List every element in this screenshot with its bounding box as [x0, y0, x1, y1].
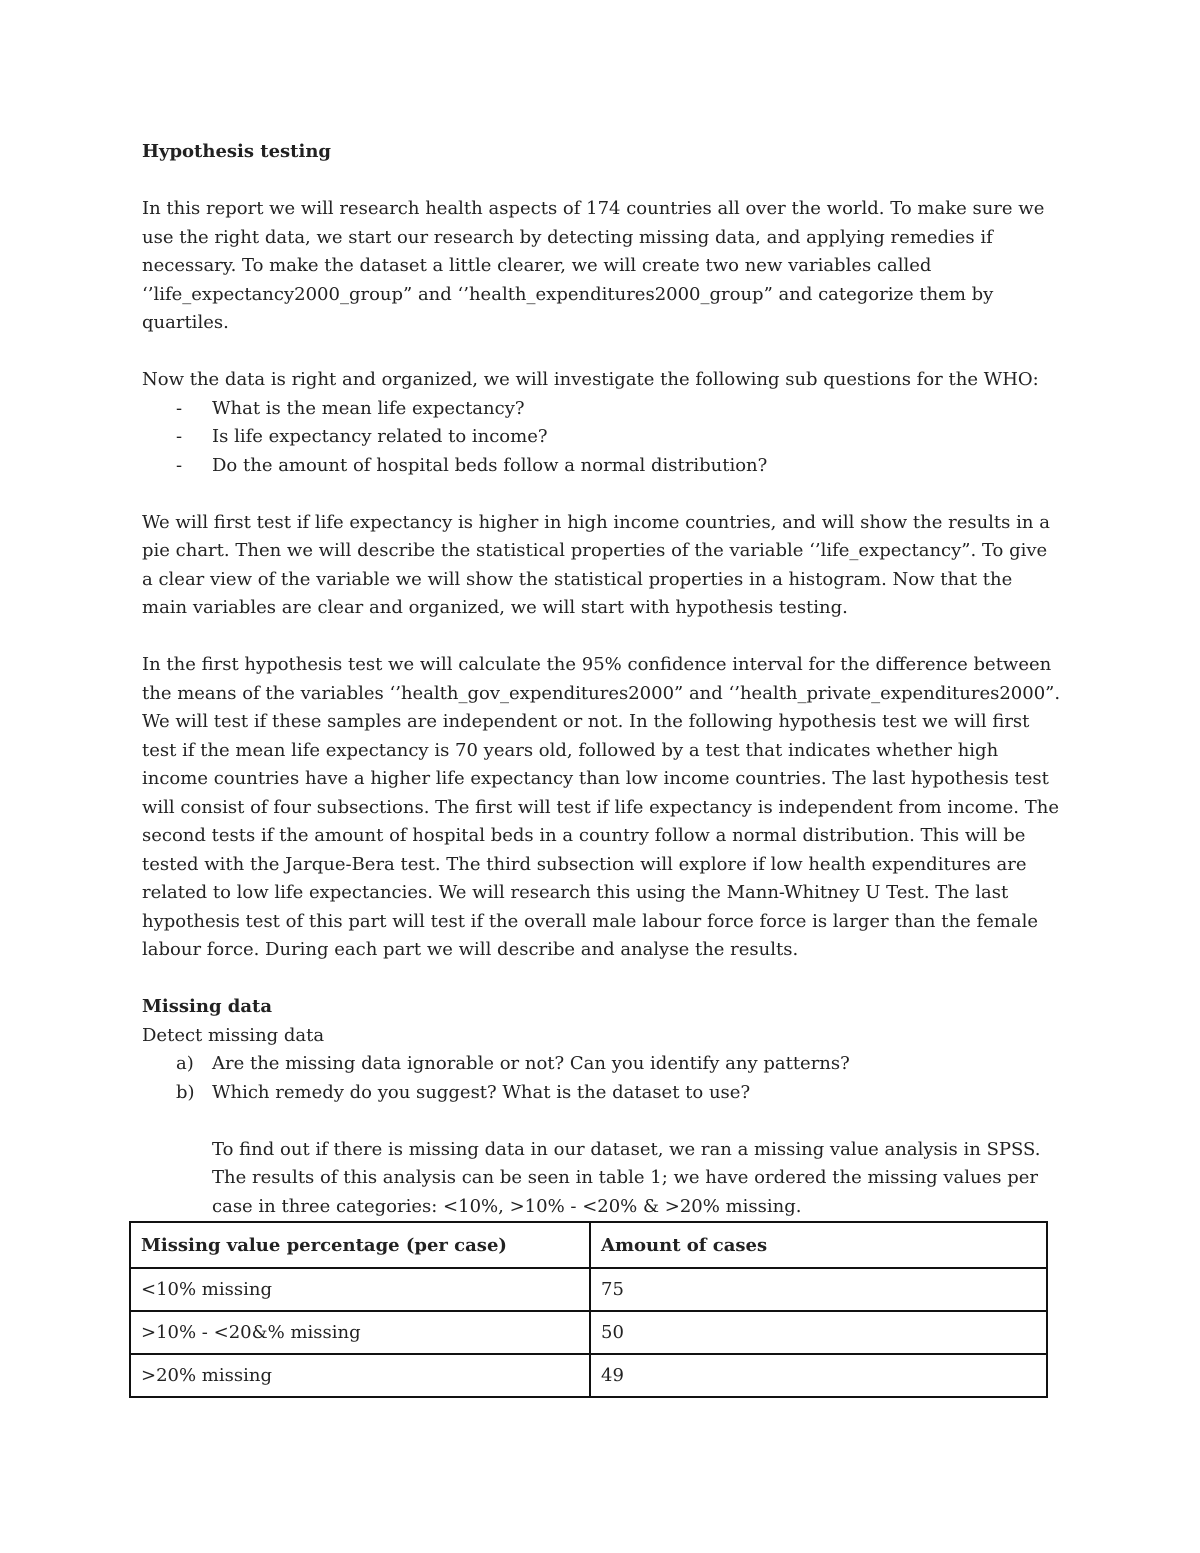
- table-row: [130, 1268, 1047, 1311]
- table-cell-category: >20% missing: [130, 1354, 590, 1397]
- intro-paragraph: In this report we will research health aspects of 174 countries all over the world. To make sure we use the right data, we start our research by detecting missing data, and applying remedies if necessary. To make the dataset a little clearer, we will create two new variables called ‘’life_expectancy2000_group” and ‘’health_expenditures2000_group” and categorize them by quartiles.: [142, 198, 1045, 333]
- hypothesis-paragraph: In the first hypothesis test we will calculate the 95% confidence interval for the difference between the means of the variables ‘’health_gov_expenditures2000” and ‘’health_private_expenditures2000”. We will test if these samples are independent or not. In the following hypothesis test we will first test if the mean life expectancy is 70 years old, followed by a test that indicates whether high income countries have a higher life expectancy than low income countries. The last hypothesis test will consist of four subsections. The first will test if life expectancy is independent from income. The second tests if the amount of hospital beds in a country follow a normal distribution. This will be tested with the Jarque-Bera test. The third subsection will explore if low health expenditures are related to low life expectancies. We will research this using the Mann-Whitney U Test. The last hypothesis test of this part will test if the overall male labour force force is larger than the female labour force. During each part we will describe and analyse the results.: [142, 654, 1061, 960]
- table-row: [130, 1311, 1047, 1354]
- document-body: [142, 138, 1062, 1221]
- missing-values-table: [129, 1221, 1048, 1398]
- table-cell-category: <10% missing: [130, 1268, 590, 1311]
- table-header-row: [130, 1222, 1047, 1268]
- list-item-text: Is life expectancy related to income?: [212, 426, 548, 447]
- table-row: [130, 1354, 1047, 1397]
- table-header-cell: Missing value percentage (per case): [130, 1222, 590, 1268]
- table-cell-amount: 50: [590, 1311, 1047, 1354]
- plan-paragraph: We will first test if life expectancy is higher in high income countries, and will show the results in a pie chart. Then we will describe the statistical properties of the variable ‘’life_expectancy”. To give a clear view of the variable we will show the statistical properties in a histogram. Now that the main variables are clear and organized, we will start with hypothesis testing.: [142, 511, 1050, 618]
- list-item-text: What is the mean life expectancy?: [212, 397, 525, 419]
- list-item-text: Are the missing data ignorable or not? Can you identify any patterns?: [212, 1053, 850, 1074]
- subquestions-list: [142, 395, 1062, 481]
- dash-bullet: -: [176, 454, 183, 476]
- list-item-text: Do the amount of hospital beds follow a normal distribution?: [212, 454, 768, 476]
- subquestions-intro: Now the data is right and organized, we will investigate the following sub questions for the WHO:: [142, 369, 1039, 390]
- list-marker: a): [176, 1053, 194, 1074]
- missing-data-questions: [142, 1050, 1062, 1107]
- table-cell-amount: 75: [590, 1268, 1047, 1311]
- table-header-cell: Amount of cases: [590, 1222, 1047, 1268]
- list-marker: b): [176, 1081, 195, 1103]
- list-item: [142, 1079, 1062, 1108]
- document-title: Hypothesis testing: [142, 141, 332, 162]
- table-cell-amount: 49: [590, 1354, 1047, 1397]
- dash-bullet: -: [176, 426, 183, 447]
- list-item: [142, 423, 1062, 452]
- list-item-text: Which remedy do you suggest? What is the dataset to use?: [212, 1081, 751, 1103]
- list-item: [142, 1050, 1062, 1079]
- missing-data-answer: To find out if there is missing data in our dataset, we ran a missing value analysis in SPSS. The results of this analysis can be seen in table 1; we have ordered the missing values per case in three categories: <10%, >10% - <20% & >20% missing.: [212, 1138, 1041, 1217]
- missing-data-subheading: Detect missing data: [142, 1024, 325, 1046]
- list-item: [142, 395, 1062, 424]
- table-cell-category: >10% - <20&% missing: [130, 1311, 590, 1354]
- dash-bullet: -: [176, 397, 183, 419]
- list-item: [142, 452, 1062, 481]
- missing-data-heading: Missing data: [142, 996, 273, 1017]
